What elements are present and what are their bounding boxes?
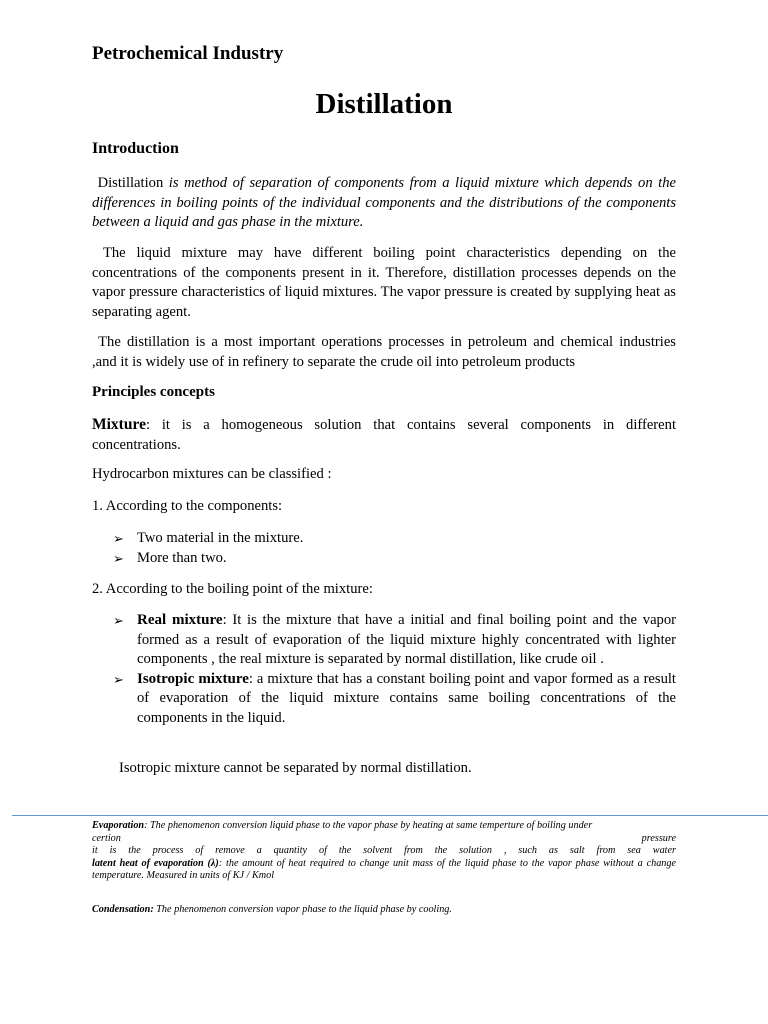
intro-paragraph-3-line-1-text: The distillation is a most important operations processes in petroleum and chemical industries bbox=[98, 334, 676, 350]
intro-paragraph-3-line-2: ,and it is widely use of in refinery to separate the crude oil into petroleum products bbox=[92, 353, 576, 370]
latent-heat-text: : the amount of heat required to change unit mass of the liquid phase to the vapor phase without a change temperature. Measured in units of KJ / Kmol bbox=[92, 857, 676, 882]
evaporation-term: Evaporation bbox=[92, 820, 145, 831]
intro-paragraph-3-line-1 bbox=[92, 333, 676, 353]
condensation-text: The phenomenon conversion vapor phase to the liquid phase by cooling. bbox=[153, 904, 452, 915]
intro-paragraph-2-text: The liquid mixture may have different boiling point characteristics depending on the concentrations of the components present in it. Therefore, distillation processes depends on the vapor pressure characteristics of liquid mixtures. The vapor pressure is created by supplying heat as separating agent. bbox=[92, 245, 676, 320]
footnote-latent-heat bbox=[92, 858, 676, 883]
footnote-condensation bbox=[92, 904, 676, 917]
mixture-definition bbox=[92, 415, 676, 455]
isotropic-mixture-text: : a mixture that has a constant boiling point and vapor formed as a result of evaporation of the liquid mixture contains same boiling concentrations of the components in the liquid. bbox=[137, 670, 676, 726]
evaporation-text: : The phenomenon conversion liquid phase to the vapor phase by heating at same temperture of boiling under bbox=[144, 820, 593, 831]
list-item-real-mixture bbox=[113, 611, 676, 670]
footnote-evaporation bbox=[92, 820, 676, 883]
intro-paragraph-2 bbox=[92, 244, 676, 322]
real-mixture-term: Real mixture bbox=[137, 612, 223, 628]
footnote-divider bbox=[12, 815, 768, 816]
latent-heat-term: latent heat of evaporation (λ) bbox=[92, 857, 219, 869]
classification-intro: Hydrocarbon mixtures can be classified : bbox=[92, 466, 332, 482]
intro-paragraph-1 bbox=[92, 174, 676, 233]
list-item-isotropic-mixture bbox=[113, 670, 676, 729]
mixture-definition-text: : it is a homogeneous solution that contains several components in different concentrations. bbox=[92, 417, 676, 453]
running-header: Petrochemical Industry bbox=[92, 43, 284, 64]
distillation-definition: is method of separation of components from a liquid mixture which depends on the differences in boiling points of the individual components and the distributions of the components between a liquid and gas phase in the mixture. bbox=[92, 175, 677, 230]
list-item bbox=[113, 549, 673, 569]
intro-paragraph-3 bbox=[92, 333, 676, 372]
by-components-heading: 1. According to the components: bbox=[92, 498, 283, 514]
footnote-evaporation-line-2 bbox=[92, 833, 676, 846]
components-list bbox=[113, 529, 673, 568]
list-item-text: Two material in the mixture. bbox=[137, 530, 304, 546]
arrow-bullet-icon: ➢ bbox=[113, 671, 124, 687]
document-title: Distillation bbox=[315, 88, 453, 120]
isotropic-note: Isotropic mixture cannot be separated by normal distillation. bbox=[119, 760, 472, 776]
evaporation-text-2b: pressure bbox=[641, 832, 676, 844]
isotropic-mixture-term: Isotropic mixture bbox=[137, 670, 249, 687]
footnote-evaporation-line-3: it is the process of remove a quantity of the solvent from the solution , such as salt from sea water bbox=[92, 845, 676, 857]
arrow-bullet-icon: ➢ bbox=[113, 550, 124, 566]
real-mixture-text: : It is the mixture that have a initial and final boiling point and the vapor formed as a result of evaporation of the liquid mixture highly concentrated with lighter components , the real mixture is separated by normal distillation, like crude oil . bbox=[137, 612, 677, 667]
introduction-heading: Introduction bbox=[92, 140, 179, 157]
mixture-term: Mixture bbox=[92, 416, 146, 433]
list-item bbox=[113, 529, 673, 549]
footnote-evaporation-line-1 bbox=[92, 820, 676, 833]
boiling-point-list bbox=[113, 611, 676, 728]
distillation-term: Distillation bbox=[97, 175, 164, 191]
principles-heading: Principles concepts bbox=[92, 384, 215, 400]
arrow-bullet-icon: ➢ bbox=[113, 531, 124, 546]
evaporation-text-2a: certion bbox=[92, 832, 121, 844]
by-boiling-heading: 2. According to the boiling point of the mixture: bbox=[92, 581, 373, 597]
arrow-bullet-icon: ➢ bbox=[113, 613, 124, 628]
list-item-text: More than two. bbox=[137, 549, 227, 566]
condensation-term: Condensation: bbox=[92, 904, 154, 915]
